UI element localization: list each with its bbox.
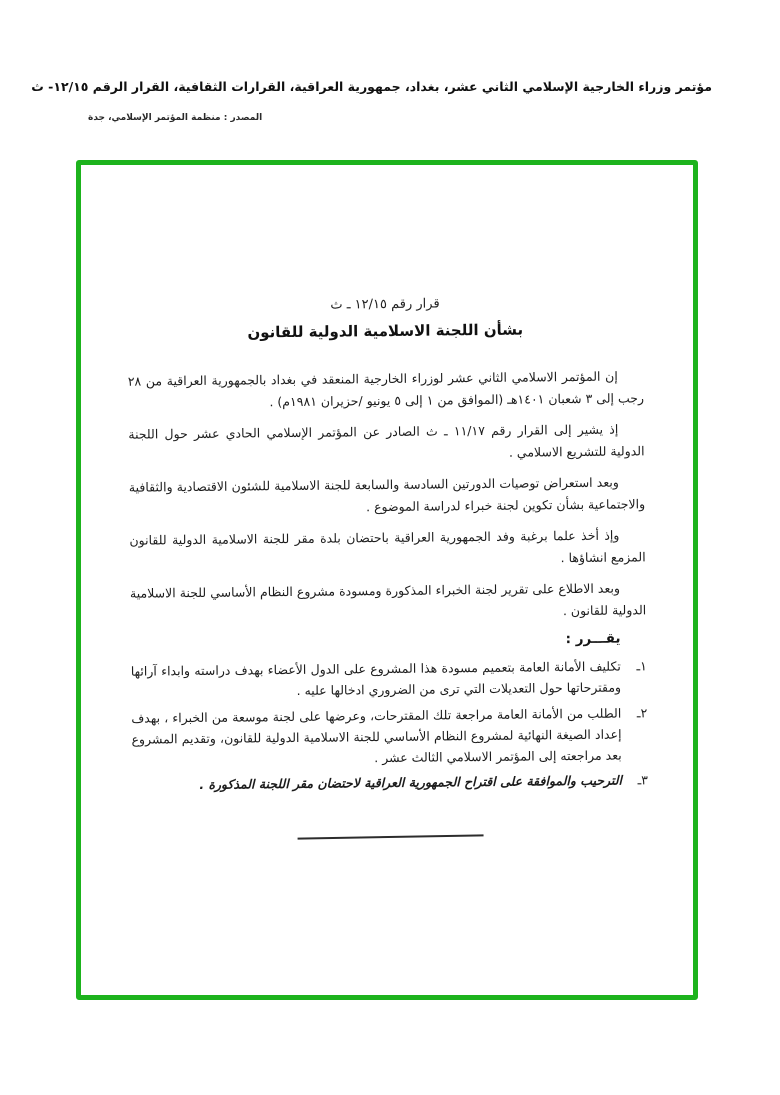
resolution-number-title: قرار رقم ١٢/١٥ ـ ث: [330, 296, 440, 313]
decision-label: يقـــرر :: [565, 630, 621, 648]
end-rule: [298, 834, 484, 839]
resolution-subject-title: بشأن اللجنة الاسلامية الدولية للقانون: [247, 320, 524, 342]
decision-text: الطلب من الأمانة العامة مراجعة تلك المقترحات، وعرضها على لجنة موسعة من الخبراء ، بهدف إعداد الصيغة النهائية لمشروع النظام الأساسي للجنة الاسلامية الدولية للقانون، وتقديم المشروع بعد مراجعته إلى المؤتمر الاسلامي الثالث عشر .: [131, 705, 622, 766]
decision-item: [131, 655, 647, 703]
decision-item: [131, 702, 648, 771]
document-header: مؤتمر وزراء الخارجية الإسلامي الثاني عشر، بغداد، جمهورية العراقية، القرارات الثقافية، القرار الرقم ١٢/١٥- ث: [31, 79, 712, 94]
preamble-paragraph: وإذ أخذ علما برغبة وفد الجمهورية العراقية باحتضان بلدة مقر للجنة الاسلامية الدولية للقانون المزمع انشاؤها .: [129, 527, 646, 565]
decision-number: ٣ـ: [637, 772, 649, 788]
decision-text: تكليف الأمانة العامة بتعميم مسودة هذا المشروع على الدول الأعضاء بهدف دراسته وابداء آرائها ومقترحاتها حول التعديلات التي ترى من الضروري ادخالها عليه .: [130, 658, 622, 699]
decision-number: ٢ـ: [636, 704, 648, 720]
scan-content: [78, 162, 699, 998]
preamble-paragraph: وبعد استعراض توصيات الدورتين السادسة والسابعة للجنة الاسلامية للشئون الاقتصادية والثقافية والاجتماعية بشأن تكوين لجنة خبراء لدراسة الموضوع .: [128, 474, 646, 514]
preamble-paragraph: إن المؤتمر الاسلامي الثاني عشر لوزراء الخارجية المنعقد في بغداد بالجمهورية العراقية من ٢٨ رجب إلى ٣ شعبان ١٤٠١هـ (الموافق من ١ إلى ٥ يونيو /حزيران ١٩٨١م) .: [127, 368, 645, 409]
source-line: المصدر : منظمة المؤتمر الإسلامي، جدة: [88, 113, 263, 123]
preamble-paragraph: وبعد الاطلاع على تقرير لجنة الخبراء المذكورة ومسودة مشروع النظام الأساسي للجنة الاسلامية الدولية للقانون .: [129, 580, 647, 618]
preamble-paragraph: إذ يشير إلى القرار رقم ١١/١٧ ـ ث الصادر عن المؤتمر الإسلامي الحادي عشر حول اللجنة الدولية للتشريع الاسلامي .: [128, 421, 645, 460]
decision-text: الترحيب والموافقة على اقتراح الجمهورية العراقية لاحتضان مقر اللجنة المذكورة .: [199, 772, 623, 793]
decision-number: ١ـ: [636, 658, 647, 674]
decision-item: [132, 770, 648, 797]
scan-frame: [76, 160, 698, 1000]
